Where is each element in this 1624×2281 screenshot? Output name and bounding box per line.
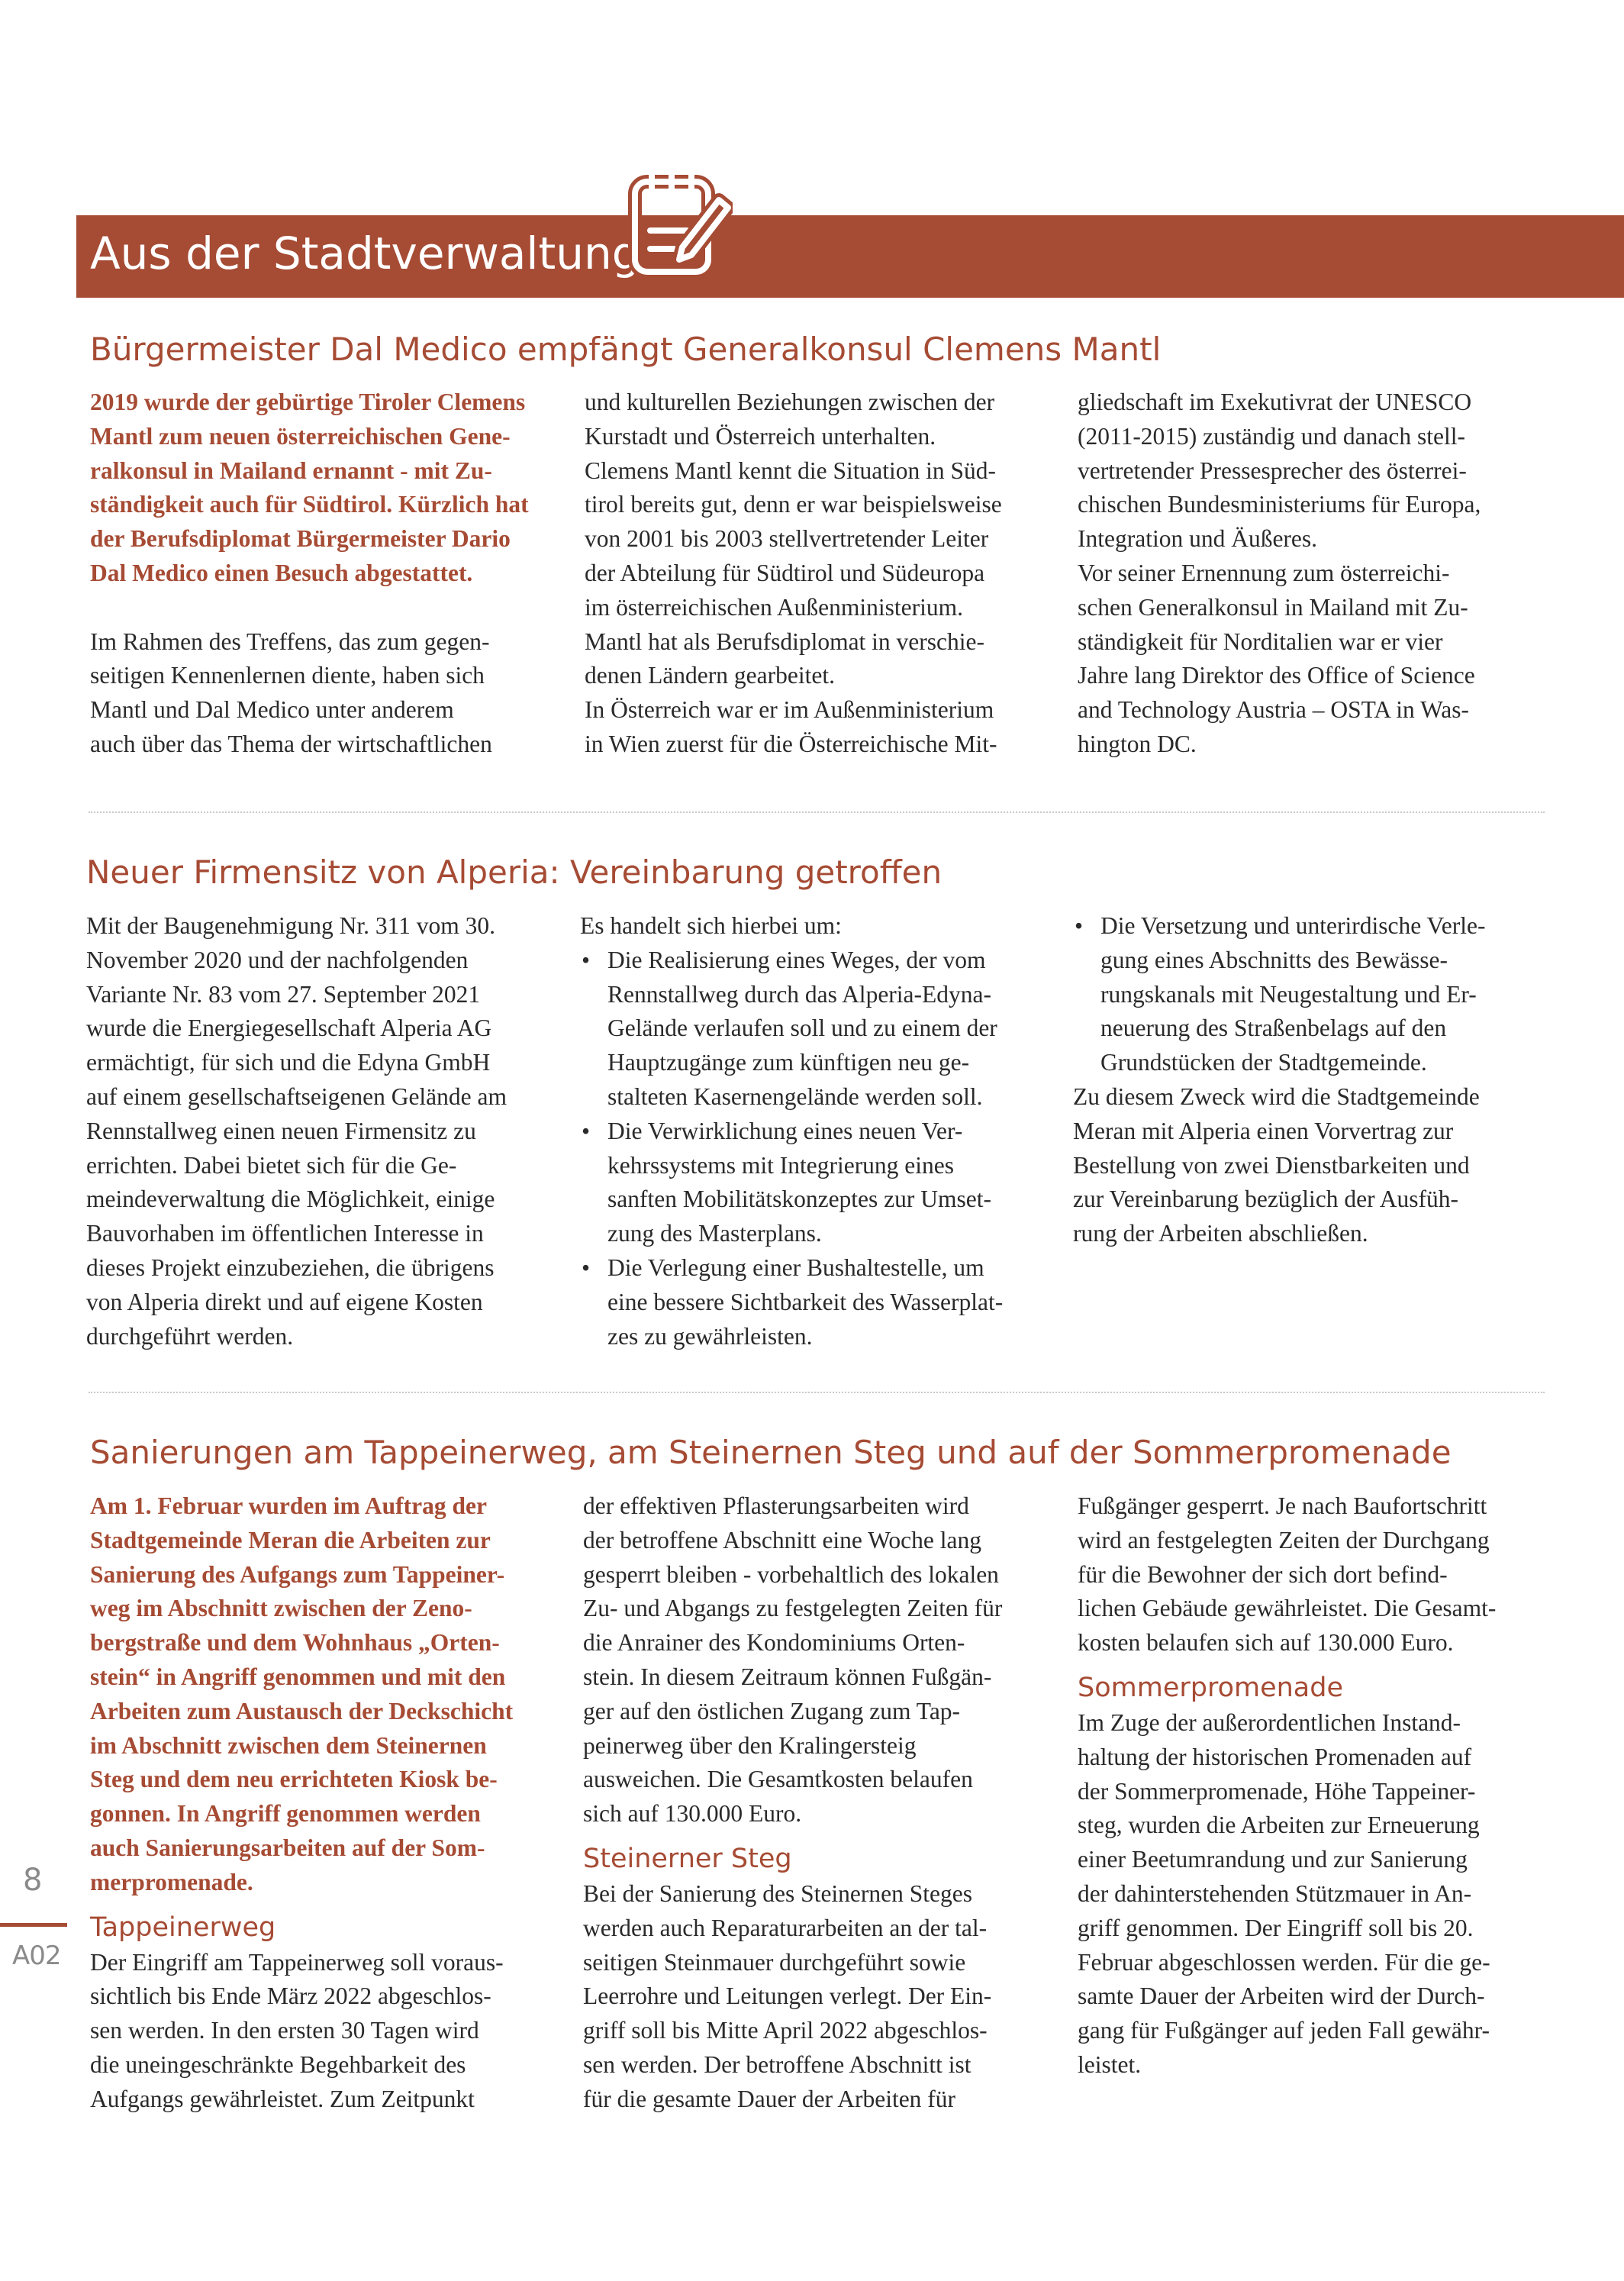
list-item: • Die Verlegung einer Bushaltestelle, um eine bessere Sichtbarkeit des Wasserplat- zes zu gewährleisten.: [580, 1251, 1038, 1353]
subheading-steinerner-steg: Steinerner Steg: [583, 1843, 792, 1874]
article-3-body-end: Fußgänger gesperrt. Je nach Baufortschritt wird an festgelegten Zeiten der Durchgang für die Bewohner der sich dort befind- lichen Gebäude gewährleistet. Die Gesamt- kosten belaufen sich auf 130.000 Euro.: [1078, 1492, 1497, 1657]
article-2-body-start: Mit der Baugenehmigung Nr. 311 vom 30. November 2020 und der nachfolgenden Variante Nr. 83 vom 27. September 2021 wurde die Energiegesellschaft Alperia AG ermächtigt, für sich und die Edyna GmbH auf einem gesellschaftseigenen Gelände am Rennstallweg einen neuen Firmensitz zu errichten. Dabei bietet sich für die Ge- meindeverwaltung die Möglichkeit, einige Bauvorhaben im öffentlichen Interesse in dieses Projekt einzubeziehen, die übrigens von Alperia direkt und auf eigene Kosten durchgeführt werden.: [86, 912, 508, 1350]
list-item: • Die Verwirklichung eines neuen Ver- kehrssystems mit Integrierung eines sanften Mobilitätskonzeptes zur Umset- zung des Masterplans.: [580, 1115, 1038, 1251]
list-item: • Die Versetzung und unterirdische Verle- gung eines Abschnitts des Bewässe- rungskanals mit Neugestaltung und Er- neuerung des Straßenbelags auf den Grundstücken der Stadtgemeinde.: [1073, 909, 1531, 1080]
article-1-col-3: [1078, 386, 1535, 762]
article-2-col-1: [86, 909, 544, 1353]
page-number: 8: [23, 1863, 43, 1898]
page-code: A02: [12, 1941, 61, 1971]
article-3-col-1: [90, 1489, 548, 2117]
article-3-title: Sanierungen am Tappeinerweg, am Steinernen Steg und auf der Sommerpromenade: [90, 1434, 1452, 1471]
article-3-body-middle: der effektiven Pflasterungsarbeiten wird der betroffene Abschnitt eine Woche lang gesperrt bleiben - vorbehaltlich des lokalen Zu- und Abgangs zu festgelegten Zeiten für die Anrainer des Kondominiums Orten- stein. In diesem Zeitraum können Fußgän- ger auf den östlichen Zugang zum Tap- peinerweg über den Kralingersteig ausweichen. Die Gesamtkosten belaufen sich auf 130.000 Euro.: [583, 1492, 1003, 1828]
article-2-col-3: [1073, 909, 1531, 1251]
article-3-body-sommerpromenade: Im Zuge der außerordentlichen Instand- haltung der historischen Promenaden auf der Sommerpromenade, Höhe Tappeiner- steg, wurden die Arbeiten zur Erneuerung einer Beetumrandung und zur Sanierung der dahinterstehenden Stützmauer in An- griff genommen. Der Eingriff soll bis 20. Februar abgeschlossen werden. Für die ge- samte Dauer der Arbeiten wird der Durch- gang für Fußgänger auf jeden Fall gewähr- leistet.: [1078, 1708, 1490, 2078]
article-divider: [89, 1392, 1545, 1393]
subheading-tappeinerweg: Tappeinerweg: [90, 1912, 276, 1943]
article-1-body-end: gliedschaft im Exekutivrat der UNESCO (2011-2015) zuständig und danach stell- vertretender Pressesprecher des österrei- chischen Bundesministeriums für Europa, Integration und Äußeres. Vor seiner Ernennung zum österreichi- schen Generalkonsul in Mailand mit Zu- ständigkeit für Norditalien war er vier Jahre lang Direktor des Office of Science and Technology Austria – OSTA in Was- hington DC.: [1078, 389, 1481, 757]
article-3-col-2: [583, 1489, 1041, 2117]
article-2-bullet-list-continued: [1073, 909, 1531, 1080]
article-1-col-1: [90, 386, 548, 762]
article-1-title: Bürgermeister Dal Medico empfängt Generalkonsul Clemens Mantl: [90, 331, 1162, 368]
article-3-col-3: [1078, 1489, 1535, 2083]
article-3-lead: Am 1. Februar wurden im Auftrag der Stadtgemeinde Meran die Arbeiten zur Sanierung des Aufgangs zum Tappeiner- weg im Abschnitt zwischen der Zeno- bergstraße und dem Wohnhaus „Orten- stein“ in Angriff genommen und mit den Arbeiten zum Austausch der Deckschicht im Abschnitt zwischen dem Steinernen Steg und dem neu errichteten Kiosk be- gonnen. In Angriff genommen werden auch Sanierungsarbeiten auf der Som- merpromenade.: [90, 1492, 514, 1895]
article-1-body-start: Im Rahmen des Treffens, das zum gegen- seitigen Kennenlernen diente, haben sich Mantl und Dal Medico unter anderem auch über das Thema der wirtschaftlichen: [90, 628, 492, 757]
article-3-body-steinerner-steg: Bei der Sanierung des Steinernen Steges werden auch Reparaturarbeiten an der tal- seitigen Steinmauer durchgeführt sowie Leerrohre und Leitungen verlegt. Der Ein- griff soll bis Mitte April 2022 abgeschlos- sen werden. Der betroffene Abschnitt ist für die gesamte Dauer der Arbeiten für: [583, 1879, 992, 2112]
page-marker-rule: [0, 1923, 67, 1927]
article-2-title: Neuer Firmensitz von Alperia: Vereinbarung getroffen: [86, 853, 942, 891]
list-item: • Die Realisierung eines Weges, der vom Rennstallweg durch das Alperia-Edyna- Gelände verlaufen soll und zu einem der Hauptzugänge zum künftigen neu ge- stalteten Kasernengelände werden soll.: [580, 944, 1038, 1115]
article-3-body-start: Der Eingriff am Tappeinerweg soll voraus- sichtlich bis Ende März 2022 abgeschlos- sen werden. In den ersten 30 Tagen wird die uneingeschränkte Begehbarkeit des Aufgangs gewährleistet. Zum Zeitpunkt: [90, 1948, 504, 2112]
section-banner: [76, 215, 1624, 298]
article-1-col-2: [585, 386, 1042, 762]
subheading-sommerpromenade: Sommerpromenade: [1078, 1672, 1344, 1703]
article-2-list-intro: Es handelt sich hierbei um:: [580, 912, 842, 939]
article-1-lead: 2019 wurde der gebürtige Tiroler Clemens Mantl zum neuen österreichischen Gene- ralkonsul in Mailand ernannt - mit Zu- ständigkeit auch für Südtirol. Kürzlich hat der Berufsdiplomat Bürgermeister Dario Dal Medico einen Besuch abgestattet.: [90, 389, 529, 586]
article-2-body-end: Zu diesem Zweck wird die Stadtgemeinde Meran mit Alperia einen Vorvertrag zur Bestellung von zwei Dienstbarkeiten und zur Vereinbarung bezüglich der Ausfüh- rung der Arbeiten abschließen.: [1073, 1082, 1480, 1247]
article-2-col-2: [580, 909, 1038, 1353]
article-divider: [89, 811, 1545, 813]
notepad-pencil-icon: [626, 168, 733, 282]
article-1-body-middle: und kulturellen Beziehungen zwischen der Kurstadt und Österreich unterhalten. Clemens Mantl kennt die Situation in Süd- tirol bereits gut, denn er war beispielsweise von 2001 bis 2003 stellvertretender Leiter der Abteilung für Südtirol und Südeuropa im österreichischen Außenministerium. Mantl hat als Berufsdiplomat in verschie- denen Ländern gearbeitet. In Österreich war er im Außenministerium in Wien zuerst für die Österreichische Mit-: [585, 389, 1002, 757]
article-2-bullet-list: [580, 944, 1038, 1354]
section-title: Aus der Stadtverwaltung: [90, 227, 640, 279]
